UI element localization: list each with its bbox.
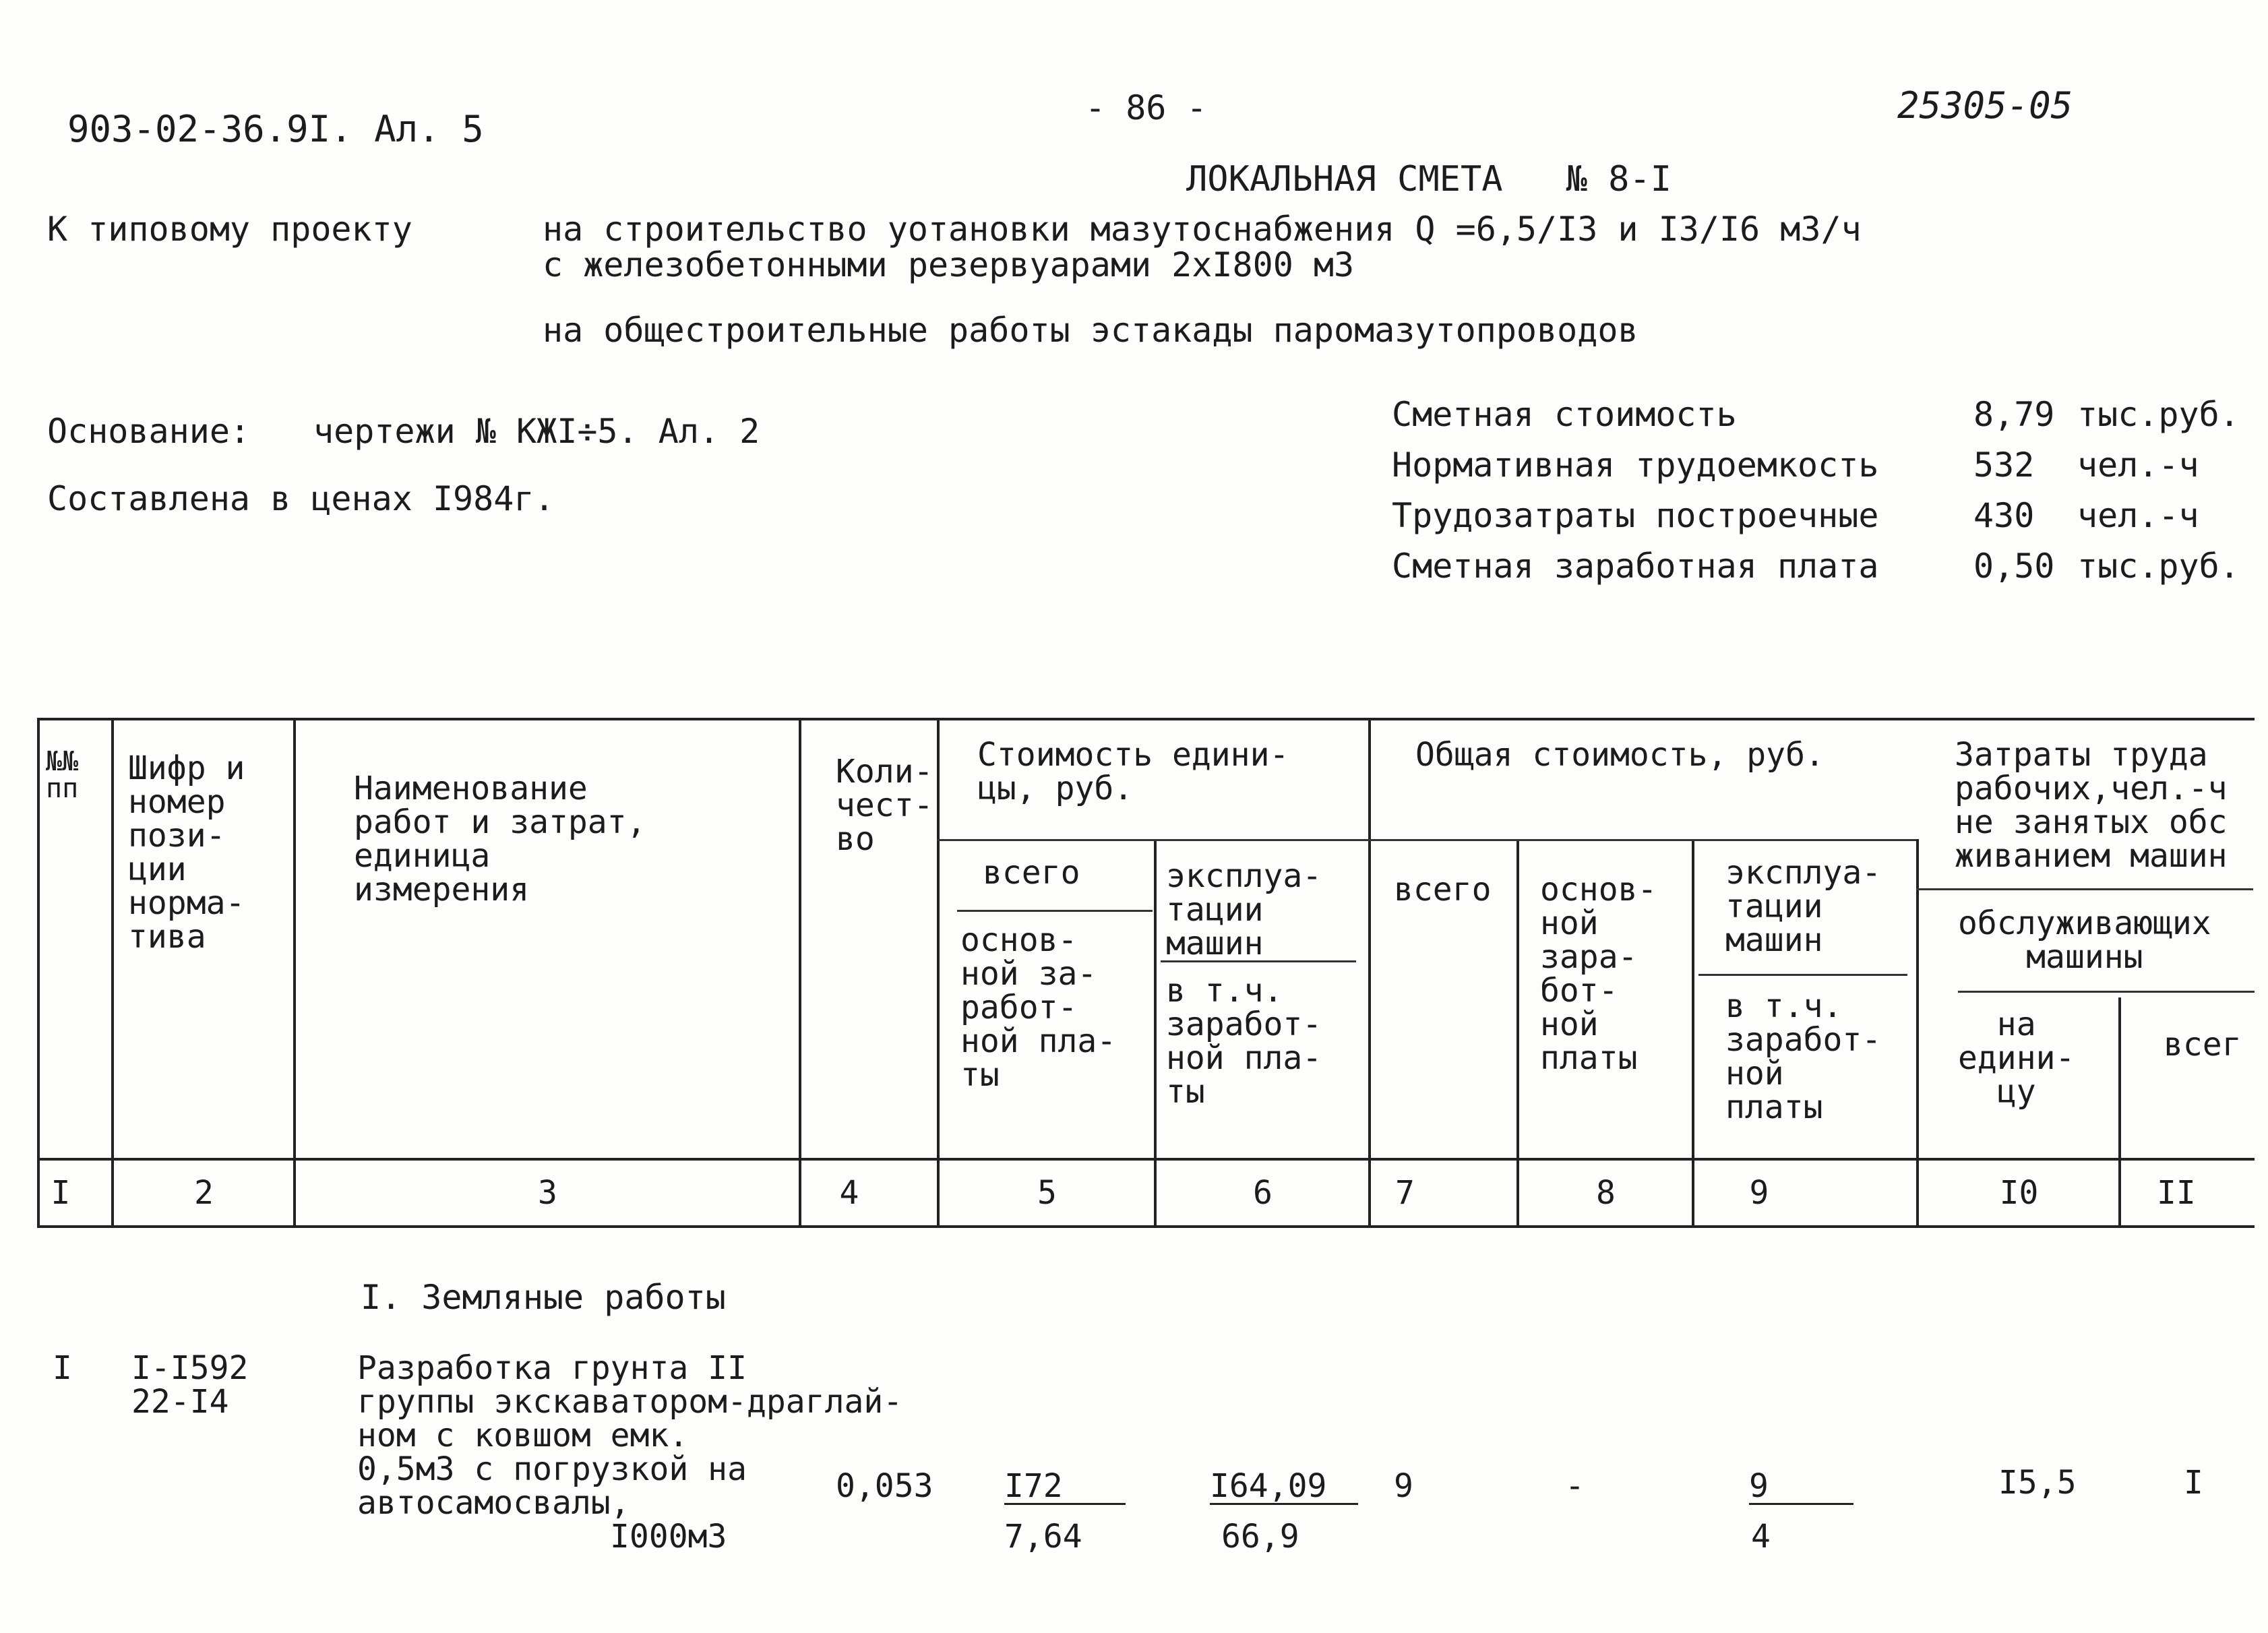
header-total-all: всего — [1394, 871, 1492, 908]
header-unit-machines-wage: в т.ч. заработ- ной пла- ты — [1166, 972, 1322, 1111]
column-divider — [1692, 839, 1694, 1225]
column-numbers-top-rule — [37, 1158, 2255, 1161]
row-unit-machines: I64,09 — [1210, 1469, 1358, 1505]
row-unit-machines-wage: 66,9 — [1221, 1518, 1299, 1555]
column-number: 7 — [1395, 1174, 1415, 1212]
row-measure-unit: I000м3 — [610, 1518, 727, 1555]
section-title: I. Земляные работы — [361, 1278, 726, 1317]
basis-value: чертежи № КЖI÷5. Ал. 2 — [313, 412, 760, 451]
header-labor-per-unit: на едини- цу — [1958, 1006, 2075, 1111]
basis-label: Основание: — [47, 412, 251, 451]
table-top-rule — [37, 718, 2255, 720]
header-labor-service: обслуживающих машины — [1958, 904, 2211, 976]
summary-label: Сметная стоимость — [1392, 395, 1737, 434]
summary-unit: чел.-ч — [2077, 445, 2199, 485]
header-subrule — [1958, 991, 2255, 993]
summary-label: Нормативная трудоемкость — [1392, 445, 1879, 485]
column-number: 4 — [839, 1174, 859, 1212]
header-row-number: №№ пп — [46, 746, 79, 804]
summary-label: Трудозатраты построечные — [1392, 496, 1879, 535]
header-unit-base-wage: основ- ной за- работ- ной пла- ты — [960, 921, 1117, 1094]
document-code: 903-02-36.9I. Ал. 5 — [67, 108, 484, 150]
column-number: II — [2157, 1174, 2196, 1212]
header-subrule — [1916, 888, 2253, 890]
subject-line-1: на строительство уотановки мазутоснабжения Q =6,5/I3 и I3/I6 м3/ч — [543, 210, 1862, 249]
subject-line-3: на общестроительные работы эстакады паромазутопроводов — [543, 311, 1638, 350]
header-subrule — [957, 910, 1153, 912]
header-quantity: Коли- чест- во — [836, 753, 933, 858]
column-divider — [1368, 718, 1371, 1225]
row-total-all: 9 — [1394, 1467, 1413, 1505]
column-divider — [937, 718, 940, 1225]
row-total-machines: 9 — [1749, 1469, 1853, 1505]
summary-value: 0,50 — [1973, 547, 2055, 586]
row-labor-total: I — [2184, 1464, 2203, 1502]
header-unit-cost: Стоимость едини- цы, руб. — [977, 736, 1289, 807]
header-labor: Затраты труда рабочих,чел.-ч не занятых обс живанием машин — [1955, 736, 2228, 875]
row-norm-code: I-I592 22-I4 — [131, 1349, 249, 1421]
column-divider — [1916, 839, 1919, 1225]
row-work-name: Разработка грунта II группы экскаватором-драглай- ном с ковшом емк. 0,5м3 с погрузкой на автосамосвалы, — [357, 1349, 903, 1522]
header-work-name: Наименование работ и затрат, единица измерения — [354, 770, 646, 908]
column-number: I — [51, 1174, 71, 1212]
document-title: ЛОКАЛЬНАЯ СМЕТА № 8-I — [1186, 159, 1672, 199]
table-left-border — [37, 718, 40, 1225]
header-subrule — [937, 839, 1916, 841]
row-unit-total: I72 — [1004, 1469, 1126, 1505]
prices-note: Составлена в ценах I984г. — [47, 479, 555, 518]
header-total-machines-wage: в т.ч. заработ- ной платы — [1725, 987, 1882, 1126]
archive-stamp-code: 25305-05 — [1897, 84, 2073, 127]
subject-line-2: с железобетонными резервуарами 2хI800 м3 — [543, 245, 1355, 284]
header-total-machines: эксплуа- тации машин — [1725, 854, 1882, 959]
column-divider — [1516, 839, 1519, 1225]
summary-unit: тыс.руб. — [2077, 395, 2240, 434]
column-divider — [111, 718, 114, 1225]
column-number: 2 — [194, 1174, 214, 1212]
header-total-base-wage: основ- ной зара- бот- ной платы — [1540, 871, 1657, 1077]
row-quantity: 0,053 — [836, 1467, 933, 1505]
column-number: 3 — [538, 1174, 557, 1212]
column-number: I0 — [1999, 1174, 2039, 1212]
row-unit-base-wage: 7,64 — [1004, 1518, 1082, 1555]
column-number: 5 — [1037, 1174, 1057, 1212]
column-divider — [2118, 997, 2121, 1225]
header-labor-total: всег — [2164, 1026, 2242, 1064]
to-project-label: К типовому проекту — [47, 210, 412, 249]
column-number: 6 — [1253, 1174, 1273, 1212]
header-unit-machines: эксплуа- тации машин — [1166, 857, 1322, 962]
column-divider — [799, 718, 801, 1225]
row-total-machines-wage: 4 — [1751, 1518, 1771, 1555]
column-divider — [293, 718, 296, 1225]
summary-unit: чел.-ч — [2077, 496, 2199, 535]
header-subrule — [1698, 974, 1907, 976]
row-number: I — [53, 1349, 72, 1387]
summary-unit: тыс.руб. — [2077, 547, 2240, 586]
column-number: 8 — [1596, 1174, 1616, 1212]
column-numbers-bottom-rule — [37, 1225, 2255, 1228]
row-labor-per-unit: I5,5 — [1998, 1464, 2077, 1502]
header-unit-total: всего — [983, 854, 1080, 892]
summary-value: 430 — [1973, 496, 2035, 535]
column-divider — [1154, 839, 1157, 1225]
header-total-cost: Общая стоимость, руб. — [1415, 736, 1825, 774]
header-norm-code: Шифр и номер пози- ции норма- тива — [128, 749, 245, 956]
page-number: - 86 - — [1085, 88, 1207, 127]
summary-label: Сметная заработная плата — [1392, 547, 1879, 586]
summary-value: 8,79 — [1973, 395, 2055, 434]
column-number: 9 — [1749, 1174, 1769, 1212]
summary-value: 532 — [1973, 445, 2035, 485]
row-total-base-wage: - — [1565, 1467, 1585, 1505]
